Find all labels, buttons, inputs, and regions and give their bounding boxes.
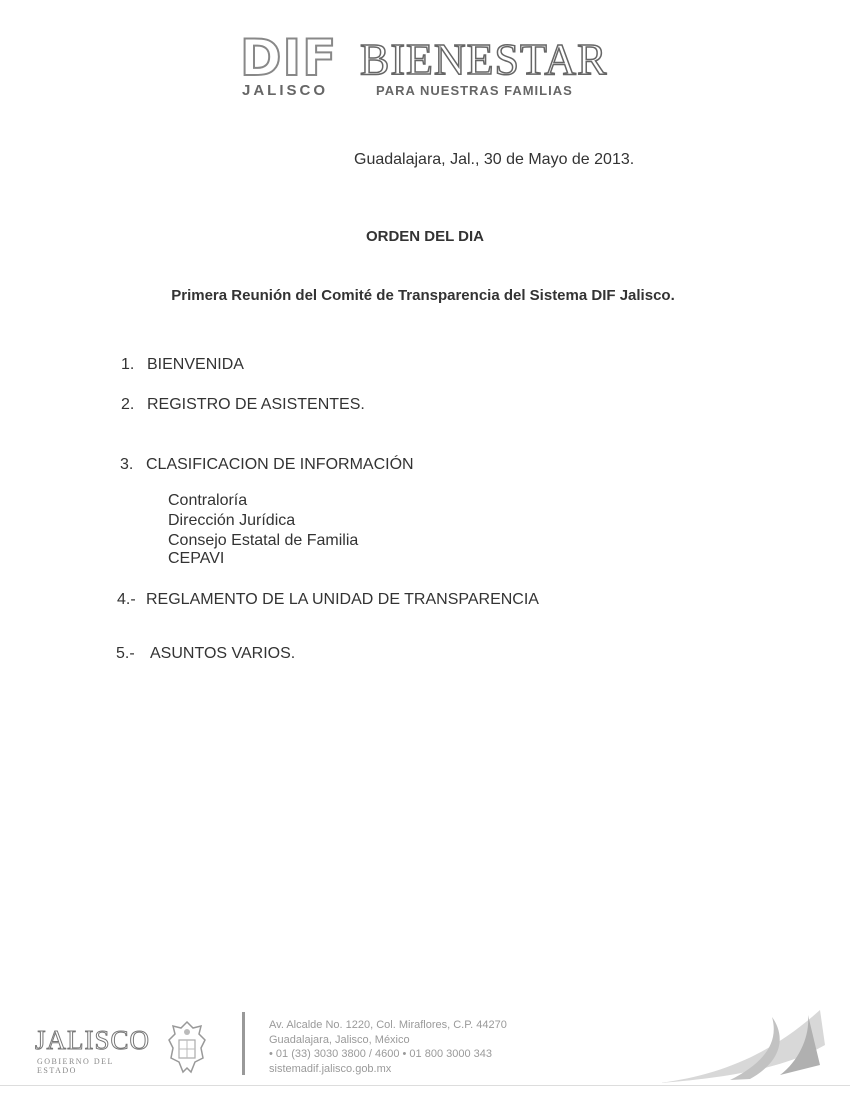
sub-item: Dirección Jurídica <box>168 512 296 529</box>
dif-logo-text: DIF <box>240 29 338 87</box>
footer-address-line: Av. Alcalde No. 1220, Col. Miraflores, C.P. 44270 <box>269 1019 507 1031</box>
agenda-item-number: 1. <box>121 356 135 373</box>
page-bottom-edge <box>0 1085 850 1086</box>
date-line: Guadalajara, Jal., 30 de Mayo de 2013. <box>354 151 635 168</box>
agenda-item <box>116 645 295 663</box>
agenda-item <box>120 456 414 474</box>
jalisco-government-logo <box>35 1025 155 1075</box>
bienestar-logo-text: BIENESTAR <box>360 35 608 84</box>
jalisco-logo-text: JALISCO <box>35 1025 151 1055</box>
agenda-item-label: CLASIFICACION DE INFORMACIÓN <box>146 456 414 473</box>
agenda-item-number: 4.- <box>117 591 136 608</box>
agenda-item-number: 2. <box>121 396 135 413</box>
footer-divider <box>242 1012 245 1075</box>
agenda-item-label: REGLAMENTO DE LA UNIDAD DE TRANSPARENCIA <box>146 591 539 608</box>
agenda-item <box>117 591 539 609</box>
footer-address-line: Guadalajara, Jalisco, México <box>269 1034 410 1046</box>
jalisco-logo-subtext: GOBIERNO DEL ESTADO <box>37 1057 114 1075</box>
agenda-item-label: BIENVENIDA <box>147 356 244 373</box>
bienestar-logo-subtext: PARA NUESTRAS FAMILIAS <box>376 83 573 98</box>
agenda-item <box>121 356 244 374</box>
agenda-item-label: ASUNTOS VARIOS. <box>150 645 296 662</box>
decorative-swoosh-icon <box>660 1005 830 1085</box>
dif-logo-subtext: JALISCO <box>242 82 329 99</box>
footer-phone-line: • 01 (33) 3030 3800 / 4600 • 01 800 3000 343 <box>269 1048 492 1060</box>
footer-website: sistemadif.jalisco.gob.mx <box>269 1063 392 1075</box>
agenda-item-number: 3. <box>120 456 134 473</box>
sub-item: Contraloría <box>168 492 248 509</box>
dif-jalisco-logo <box>240 29 338 102</box>
sub-item: CEPAVI <box>168 550 225 567</box>
agenda-item-label: REGISTRO DE ASISTENTES. <box>147 396 365 413</box>
coat-of-arms-icon <box>163 1018 211 1076</box>
sub-item: Consejo Estatal de Familia <box>168 532 359 549</box>
agenda-item <box>121 396 365 414</box>
agenda-item-number: 5.- <box>116 645 135 662</box>
document-subtitle: Primera Reunión del Comité de Transparencia del Sistema DIF Jalisco. <box>171 287 675 304</box>
bienestar-logo <box>360 36 610 102</box>
document-title: ORDEN DEL DIA <box>365 228 485 245</box>
